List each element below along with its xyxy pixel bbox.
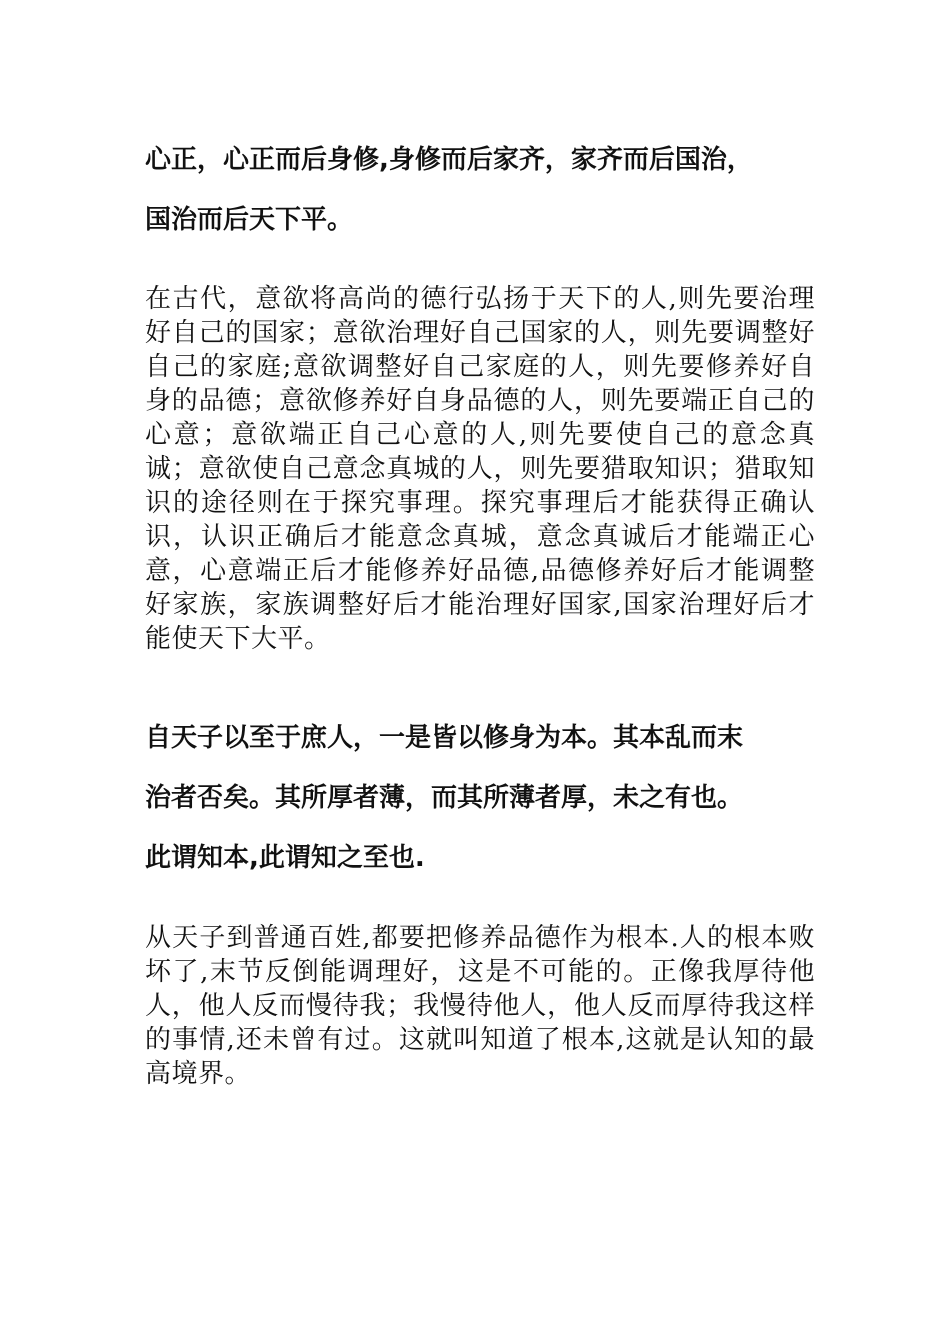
section-2-body: 从天子到普通百姓,都要把修养品德作为根本.人的根本败坏了,末节反倒能调理好，这是不可能的。正像我厚待他人，他人反而慢待我；我慢待他人，他人反而厚待我这样的事情,还未曾有过。这就叫知道了根本,这就是认知的最高境界。: [145, 923, 815, 1089]
document-content: [145, 130, 815, 1091]
heading-line: 治者否矣。其所厚者薄，而其所薄者厚，未之有也。: [145, 783, 744, 813]
heading-line: 心正，心正而后身修,身修而后家齐，家齐而后国治，: [145, 145, 753, 175]
section-1-heading: [145, 130, 815, 250]
section-1-body: 在古代，意欲将高尚的德行弘扬于天下的人,则先要治理好自己的国家；意欲治理好自己国家的人，则先要调整好自己的家庭;意欲调整好自己家庭的人，则先要修养好自身的品德；意欲修养好自身品德的人，则先要端正自己的心意；意欲端正自己心意的人,则先要使自己的意念真诚；意欲使自己意念真城的人，则先要猎取知识；猎取知识的途径则在于探究事理。探究事理后才能获得正确认识，认识正确后才能意念真城，意念真诚后才能端正心意，心意端正后才能修养好品德,品德修养好后才能调整好家族，家族调整好后才能治理好国家,国家治理好后才能使天下大平。: [145, 284, 815, 654]
heading-line: 自天子以至于庶人，一是皆以修身为本。其本乱而末: [145, 723, 744, 753]
heading-line: 此谓知本,此谓知之至也.: [145, 843, 425, 873]
heading-line: 国治而后天下平。: [145, 205, 354, 235]
section-2-heading: [145, 708, 815, 888]
